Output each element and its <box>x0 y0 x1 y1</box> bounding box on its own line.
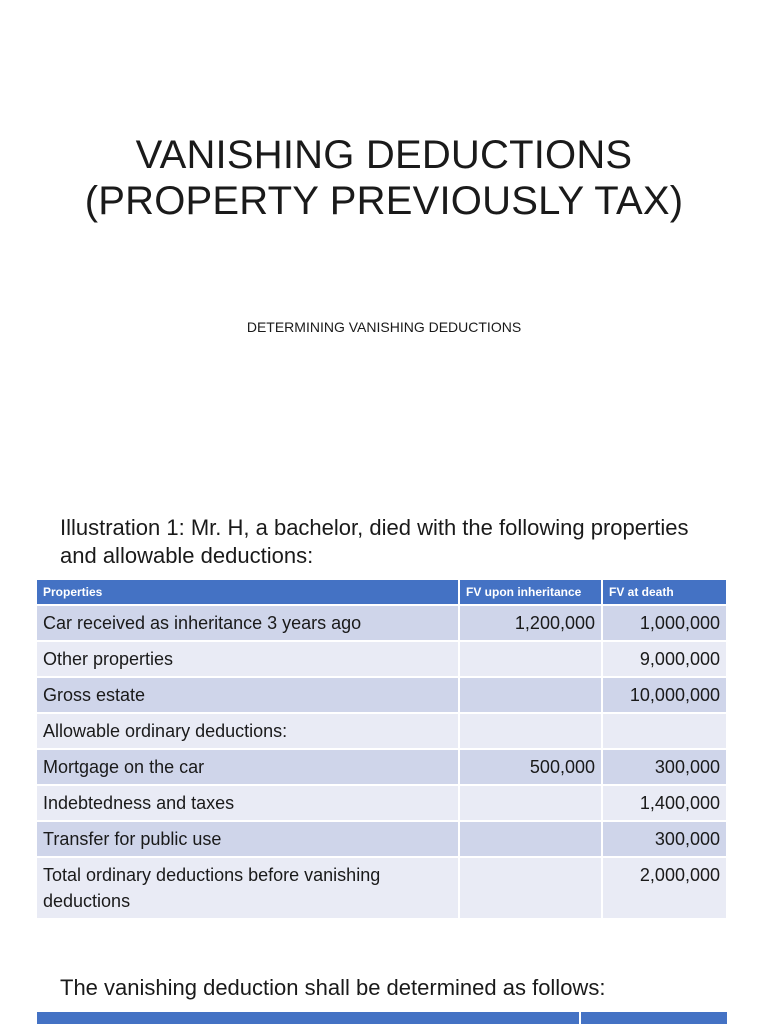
cell-fv-death <box>602 713 727 749</box>
cell-fv-inheritance <box>459 641 602 677</box>
cell-label: Mortgage on the car <box>37 749 459 785</box>
header-fv-upon-inheritance: FV upon inheritance <box>459 580 602 605</box>
properties-table <box>37 580 728 918</box>
illustration-text: Illustration 1: Mr. H, a bachelor, died with the following properties and allowable deductions: <box>60 515 689 568</box>
cell-fv-inheritance <box>459 785 602 821</box>
cell-fv-death: 2,000,000 <box>602 857 727 918</box>
table-row <box>37 857 727 918</box>
cell-label: Gross estate <box>37 677 459 713</box>
next-table-header-left <box>37 1012 581 1024</box>
title-line-1: VANISHING DEDUCTIONS <box>135 133 633 177</box>
title-line-2: (PROPERTY PREVIOUSLY TAX) <box>84 179 684 223</box>
cell-fv-inheritance <box>459 677 602 713</box>
cell-fv-death: 10,000,000 <box>602 677 727 713</box>
cell-fv-death: 9,000,000 <box>602 641 727 677</box>
table-row <box>37 821 727 857</box>
cell-label: Total ordinary deductions before vanishing deductions <box>37 857 459 918</box>
table-row <box>37 749 727 785</box>
next-table-header-cut-off <box>37 1012 727 1024</box>
cell-fv-inheritance <box>459 713 602 749</box>
section-subtitle: DETERMINING VANISHING DEDUCTIONS <box>246 319 522 335</box>
table-row <box>37 713 727 749</box>
cell-label: Allowable ordinary deductions: <box>37 713 459 749</box>
header-properties: Properties <box>37 580 459 605</box>
cell-fv-inheritance: 500,000 <box>459 749 602 785</box>
table-row <box>37 677 727 713</box>
cell-fv-inheritance <box>459 857 602 918</box>
next-table-header-right <box>581 1012 727 1024</box>
note-text: The vanishing deduction shall be determined as follows: <box>60 975 606 1000</box>
table-header-row <box>37 580 727 605</box>
cell-label: Indebtedness and taxes <box>37 785 459 821</box>
header-fv-at-death: FV at death <box>602 580 727 605</box>
cell-fv-death: 300,000 <box>602 821 727 857</box>
table-row <box>37 641 727 677</box>
cell-fv-inheritance <box>459 821 602 857</box>
cell-fv-death: 1,000,000 <box>602 605 727 641</box>
cell-fv-death: 300,000 <box>602 749 727 785</box>
table-row <box>37 785 727 821</box>
page-title <box>0 132 768 224</box>
cell-fv-death: 1,400,000 <box>602 785 727 821</box>
table-row <box>37 605 727 641</box>
cell-label: Other properties <box>37 641 459 677</box>
cell-fv-inheritance: 1,200,000 <box>459 605 602 641</box>
cell-label: Car received as inheritance 3 years ago <box>37 605 459 641</box>
cell-label: Transfer for public use <box>37 821 459 857</box>
